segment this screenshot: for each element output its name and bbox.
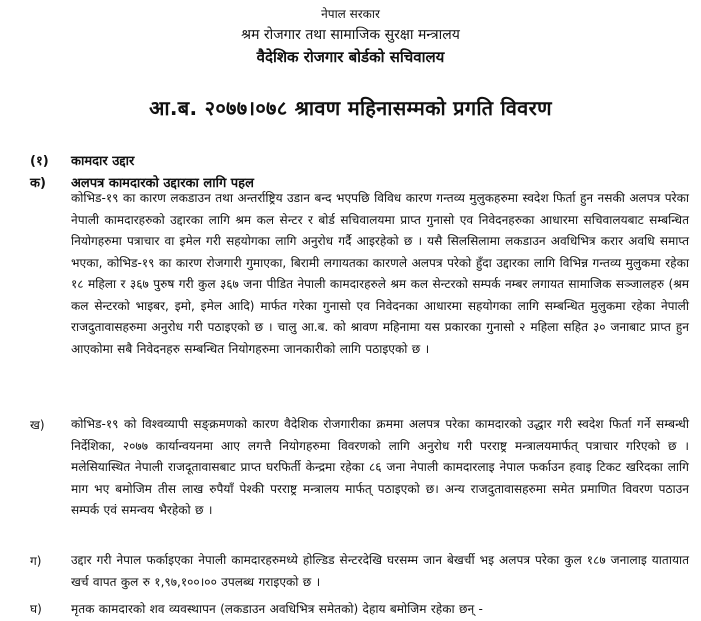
section-number: (१) (30, 154, 49, 169)
government-name: नेपाल सरकार (321, 7, 380, 21)
paragraph-label-ga: ग) (30, 554, 42, 568)
report-title: आ.ब. २०७७।०७८ श्रावण महिनासम्मको प्रगति विवरण (149, 96, 552, 120)
paragraph-label-kha: ख) (30, 418, 45, 432)
paragraph-kha: कोभिड-१९ को विश्वव्यापी सङ्क्रमणको कारण वैदेशिक रोजगारीका क्रममा अलपत्र परेका कामदारको उद्धार गरी स्वदेश फिर्ता गर्ने सम्बन्धी निर्देशिका, २०७७ कार्यान्वयनमा आए लगत्तै नियोगहरुमा विवरणको लागि अनुरोध गरी परराष्ट्र मन्त्रालयमार्फत् पत्राचार गरिएको छ । मलेसियास्थित नेपाली राजदूतावासबाट प्राप्त घरफिर्ती केन्द्रमा रहेका ८६ जना नेपाली कामदारलाइ नेपाल फर्काउन हवाइ टिकट खरिदका लागि माग भए बमोजिम तीस लाख रुपैयाँ पेश्की परराष्ट्र मन्त्रालय मार्फत् पठाइएको छ। अन्य राजदुतावासहरुमा समेत प्रमाणित विवरण पठाउन सम्पर्क एवं समन्वय भैरहेको छ । (71, 417, 689, 517)
subsection-heading: अलपत्र कामदारको उद्दारका लागि पहल (71, 176, 254, 191)
subsection-label: क) (30, 176, 46, 191)
board-name: वैदेशिक रोजगार बोर्डको सचिवालय (256, 48, 445, 66)
ministry-name: श्रम रोजगार तथा सामाजिक सुरक्षा मन्त्रालय (241, 27, 460, 43)
paragraph-label-gha: घ) (30, 602, 42, 616)
paragraph-ka: कोभिड-१९ का कारण लकडाउन तथा अन्तर्राष्ट्रिय उडान बन्द भएपछि विविध कारण गन्तव्य मुलुकहरुमा स्वदेश फिर्ता हुन नसकी अलपत्र परेका नेपाली कामदारहरुको उद्दारका लागि श्रम कल सेन्टर र बोर्ड सचिवालयमा प्राप्त गुनासो एव निवेदनहरुका आधारमा सचिवालयबाट सम्बन्धित नियोगहरुमा पत्राचार वा इमेल गरी सहयोगका लागि अनुरोध गर्दै आइरहेको छ । यसै सिलसिलामा लकडाउन अवधिभित्र करार अवधि समाप्त भएका, कोभिड-१९ का कारण रोजगारी गुमाएका, बिरामी लगायतका कारणले अलपत्र परेको हुँदा उद्दारका लागि विभिन्न गन्तव्य मुलुकमा रहेका १८ महिला र ३६७ पुरुष गरी कुल ३६७ जना पीडित नेपाली कामदारहरुले श्रम कल सेन्टरको सम्पर्क नम्बर लगायत सामाजिक सञ्जालहरु (श्रम कल सेन्टरको भाइबर, इमो, इमेल आदि) मार्फत गरेका गुनासो एव निवेदनका आधारमा सहयोगका लागि सम्बन्धित मुलुकमा रहेका नेपाली राजदुतावासहरुमा अनुरोध गरी पठाइएको छ । चालु आ.ब. को श्रावण महिनामा यस प्रकारका गुनासो २ महिला सहित ३० जनाबाट प्राप्त हुन आएकोमा सबै निवेदनहरु सम्बन्धित नियोगहरुमा जानकारीको लागि पठाइएको छ । (71, 191, 689, 356)
section-heading: कामदार उद्दार (71, 154, 135, 169)
paragraph-ga: उद्दार गरी नेपाल फर्काइएका नेपाली कामदारहरुमध्ये होल्डिड सेन्टरदेखि घरसम्म जान बेखर्ची भइ अलपत्र परेका कुल १८७ जनालाइ यातायात खर्च वापत कुल रु १,९७,१००।०० उपलब्ध गराइएको छ । (71, 553, 689, 589)
paragraph-gha: मृतक कामदारको शव व्यवस्थापन (लकडाउन अवधिभित्र समेतको) देहाय बमोजिम रहेका छन् - (71, 602, 483, 616)
